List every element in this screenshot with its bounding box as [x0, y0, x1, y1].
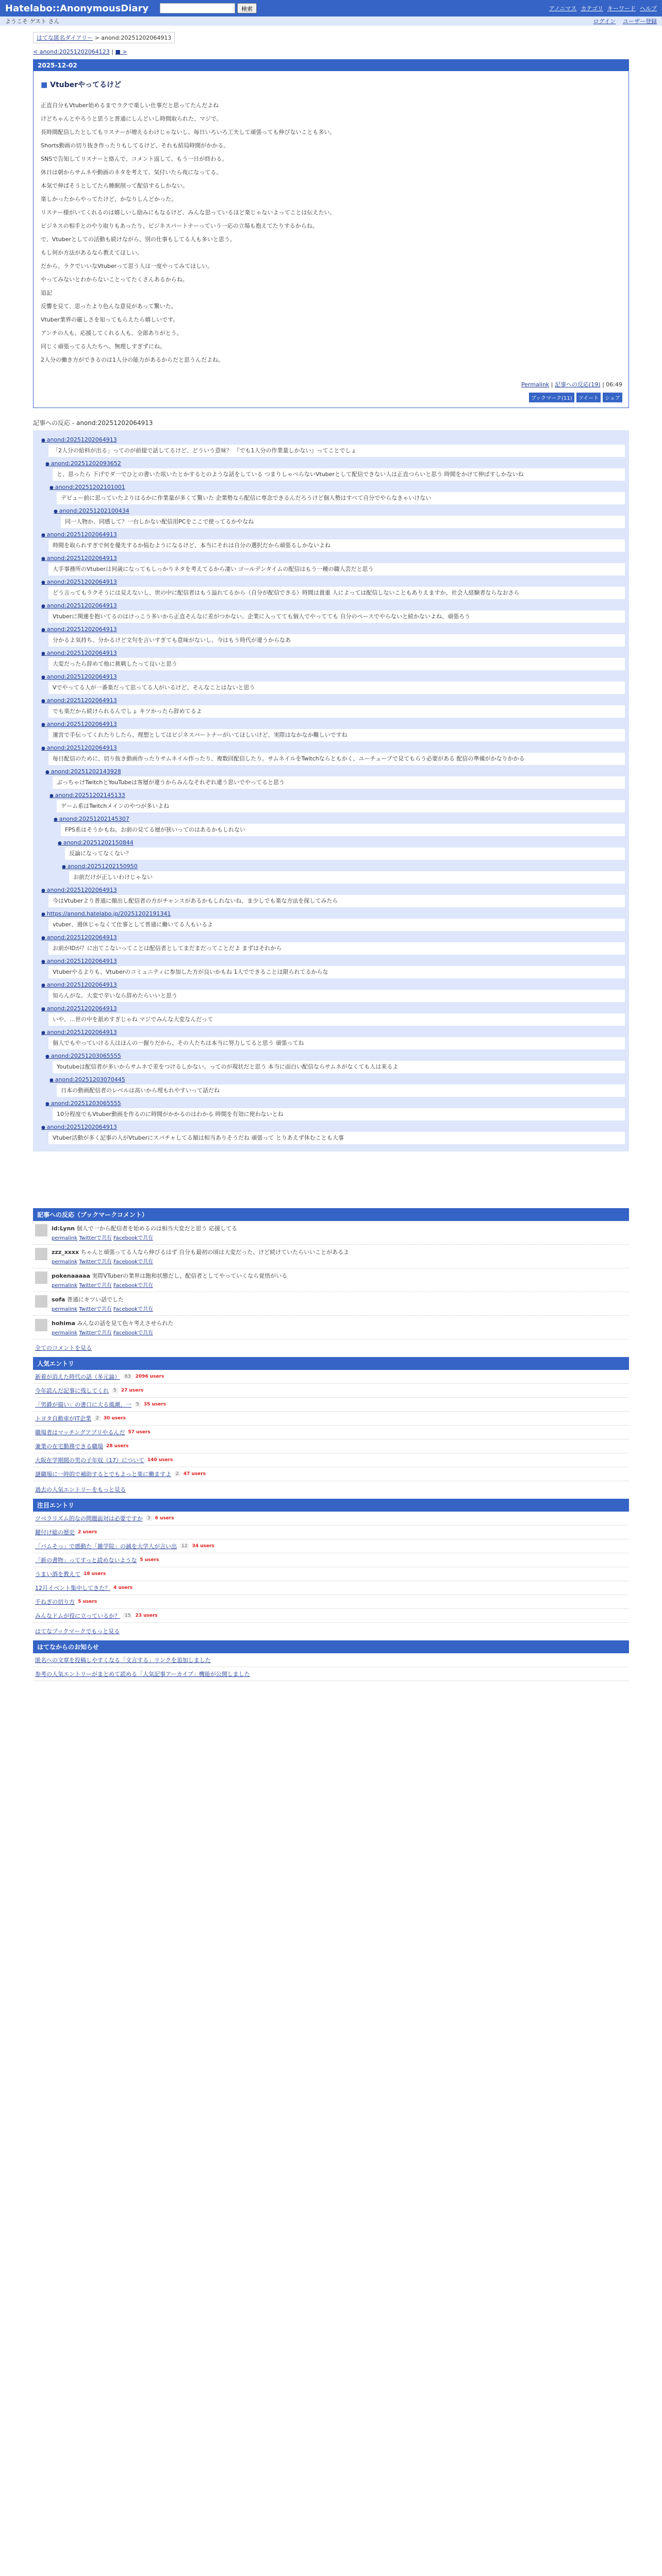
- response-item: [41, 436, 625, 528]
- twitter-share-link[interactable]: Twitterで共有: [79, 1283, 112, 1289]
- comment-count-badge: 5: [135, 1402, 141, 1407]
- entry-paragraph: で、Vtuberとしての活動も続けながら、別の仕事もしてる人も多いと思う。: [41, 236, 236, 243]
- response-item: [41, 934, 625, 955]
- bookmark-user[interactable]: sofa: [52, 1296, 65, 1303]
- facebook-share-link[interactable]: Facebookで共有: [113, 1283, 153, 1289]
- response-link[interactable]: ● anond:20251202143928: [45, 768, 121, 775]
- entry-paragraph: だから、ラクでいいなVtuberって思う人は一度やってみてほしい。: [41, 263, 213, 269]
- response-link[interactable]: ● anond:20251203065555: [45, 1100, 121, 1107]
- popular-heading: 人気エントリ: [33, 1357, 629, 1370]
- response-item: [41, 555, 625, 575]
- response-item: [58, 839, 625, 884]
- entry-paragraph: Shorts動画の切り抜き作ったりもしてるけど、それも結局時間がかかる。: [41, 142, 229, 149]
- bookmark-permalink[interactable]: permalink: [52, 1307, 77, 1312]
- response-item: [41, 579, 625, 599]
- comment-count-badge: 5: [112, 1388, 118, 1393]
- users-count[interactable]: 4 users: [113, 1585, 133, 1590]
- users-count[interactable]: 2 users: [78, 1530, 97, 1535]
- response-link[interactable]: ● anond:20251202064913: [41, 531, 117, 538]
- response-children: [54, 839, 625, 884]
- notable-entry: [33, 1609, 629, 1623]
- response-text: 今はVtuberより普通に顔出し配信者の方がチャンスがあるかもしれないね、ま少しでも楽な方法を探してみたら: [48, 895, 625, 907]
- entry-paragraph: 反響を見て、思ったより色んな意見があって驚いた。: [41, 303, 177, 310]
- bookmark-permalink[interactable]: permalink: [52, 1235, 77, 1241]
- popular-more-link[interactable]: 過去の人気エントリーをもっと見る: [35, 1486, 126, 1493]
- users-count[interactable]: 27 users: [121, 1388, 144, 1393]
- breadcrumb-separator: >: [93, 35, 102, 41]
- entry-link[interactable]: ツベラリズム的なの問題面対は必要ですか: [35, 1515, 143, 1522]
- response-children: [49, 816, 625, 884]
- info-link[interactable]: 匿名への文章を投稿しやすくなる「文言する」リンクを追加しました: [35, 1657, 211, 1664]
- entry-link[interactable]: 千ねぎの切り方: [35, 1599, 75, 1605]
- bookmark-share-button[interactable]: ブックマーク(11): [529, 393, 574, 402]
- breadcrumb-parent[interactable]: はてな匿名ダイアリー: [37, 35, 93, 41]
- popular-entry: [33, 1467, 629, 1481]
- users-count[interactable]: 47 users: [183, 1471, 206, 1477]
- response-children: [45, 1076, 625, 1097]
- popular-entry: [33, 1426, 629, 1439]
- avatar[interactable]: [35, 1224, 47, 1236]
- pager: [33, 48, 662, 55]
- bookmark-comment: [33, 1221, 629, 1245]
- avatar[interactable]: [35, 1272, 47, 1284]
- response-text: 毎日配信のために、切り抜き動画作ったりサムネイル作ったり、複数回配信したり。サムネイルをTwitchならともかく、ユーチューブで見てもらう必要がある 配信の準備がかなりかかる: [48, 753, 625, 765]
- response-item: [49, 484, 625, 528]
- response-link[interactable]: ● anond:20251202150844: [58, 839, 134, 846]
- nav-help[interactable]: ヘルプ: [640, 5, 657, 12]
- info-item: [33, 1653, 629, 1667]
- site-logo[interactable]: Hatelabo::AnonymousDiary: [5, 3, 149, 14]
- response-item: [41, 958, 625, 978]
- response-link[interactable]: ● https://anond.hatelabo.jp/20251202191341: [41, 910, 171, 917]
- top-nav: [549, 4, 657, 12]
- entry-paragraph: 本気で伸ばそうとしてたら睡眠削って配信するしかない。: [41, 182, 188, 189]
- hatena-info-heading: はてなからのお知らせ: [33, 1640, 629, 1653]
- breadcrumb: [33, 32, 175, 43]
- response-item: [62, 863, 625, 884]
- bookmark-comment: [33, 1316, 629, 1340]
- notable-entry: [33, 1512, 629, 1526]
- permalink-link[interactable]: Permalink: [521, 381, 550, 388]
- response-link[interactable]: ● anond:20251202064913: [41, 555, 117, 562]
- bookmark-comment: [33, 1245, 629, 1268]
- response-children: [49, 507, 625, 528]
- welcome-text: ようこそ ゲスト さん: [5, 18, 60, 25]
- diary-entry: [33, 59, 629, 408]
- response-item: [45, 460, 625, 528]
- response-link[interactable]: ● anond:20251203070445: [49, 1076, 125, 1083]
- response-text: ぶっちゃけTwitchとYouTubeは客層が違うからみんなそれぞれ違う思いでやってると思う: [53, 776, 625, 789]
- bookmark-text: 普通にキツい話でした: [67, 1296, 124, 1303]
- response-item: [41, 1005, 625, 1026]
- response-item: [41, 531, 625, 552]
- response-tree: [33, 430, 629, 1151]
- entry-link[interactable]: トヨタ自動車がIT企業: [35, 1415, 91, 1422]
- response-text: Vtuber活動が多く記事の人がVtuberにスパチャしてる額は相当ありそうだね 頑張って とりあえず休むことも大事: [48, 1132, 625, 1144]
- users-count[interactable]: 5 users: [78, 1599, 97, 1604]
- response-link[interactable]: ● anond:20251202101001: [49, 484, 125, 490]
- response-link[interactable]: ● anond:20251202064913: [41, 1029, 117, 1036]
- users-count[interactable]: 34 users: [192, 1544, 214, 1549]
- response-link[interactable]: ● anond:20251202064913: [41, 673, 117, 680]
- bookmark-user[interactable]: hohima: [52, 1320, 75, 1327]
- pager-separator: |: [109, 48, 115, 55]
- entry-footer: Permalink | 記事への反応(19) | 06:49: [521, 381, 622, 388]
- response-children: [41, 460, 625, 528]
- bookmark-comment: [33, 1268, 629, 1292]
- notable-entry: [33, 1553, 629, 1567]
- users-count[interactable]: 30 users: [103, 1416, 126, 1421]
- bookmark-user[interactable]: zzz_xxxx: [52, 1249, 79, 1256]
- response-link[interactable]: ● anond:20251202064913: [41, 721, 117, 727]
- nav-category[interactable]: カテゴリ: [581, 5, 603, 12]
- info-item: [33, 1667, 629, 1681]
- avatar[interactable]: [35, 1295, 47, 1308]
- response-item: [41, 626, 625, 647]
- entry-link[interactable]: 大阪在学期間の男の子年収（17）について: [35, 1457, 144, 1464]
- login-link[interactable]: ログイン: [593, 18, 616, 25]
- entry-link[interactable]: うまい酒を教えて: [35, 1571, 80, 1578]
- facebook-share-button[interactable]: シェア: [603, 393, 622, 402]
- sub-bar: [0, 16, 662, 26]
- comment-count-badge: 2: [174, 1471, 180, 1477]
- response-text: 個人でもやっていける人はほんの一握りだから、その人たちは本当に努力してると思う 頑張ってね: [48, 1037, 625, 1049]
- twitter-share-link[interactable]: Twitterで共有: [79, 1330, 112, 1336]
- response-item: [41, 887, 625, 907]
- bookmark-user[interactable]: id:Lynn: [52, 1225, 75, 1232]
- response-link[interactable]: ● anond:20251202064913: [41, 981, 117, 988]
- response-link[interactable]: ● anond:20251202150950: [62, 863, 138, 870]
- response-link[interactable]: ● anond:20251202064913: [41, 602, 117, 609]
- entry-link[interactable]: 鍵付け総の歴史: [35, 1529, 75, 1536]
- response-link[interactable]: ● anond:20251202145133: [49, 792, 125, 799]
- response-children: [45, 792, 625, 884]
- response-item: [41, 673, 625, 694]
- entry-paragraph: SNSで告知してリスナーと絡んで、コメント返して、もう一日が終わる。: [41, 156, 228, 162]
- all-comments-link[interactable]: 全てのコメントを見る: [35, 1345, 92, 1351]
- response-children: [41, 768, 625, 884]
- notable-entry: [33, 1539, 629, 1553]
- popular-entry: [33, 1384, 629, 1398]
- entry-link[interactable]: 謎職場に一時的で補助するとでもよっと楽に働ますよ: [35, 1471, 171, 1478]
- popular-entry: [33, 1412, 629, 1426]
- response-children: [58, 863, 625, 884]
- response-text: 分かるよ気持ち、分かるけど文句を言いすぎても意味がないし、今はもう時代が違うからなあ: [48, 634, 625, 647]
- twitter-share-link[interactable]: Twitterで共有: [79, 1259, 112, 1265]
- entry-paragraph: けどちゃんとやろうと思うと普通にしんどいし時間取られた、マジで。: [41, 115, 222, 122]
- bookmark-comment: [33, 1292, 629, 1316]
- bookmark-permalink[interactable]: permalink: [52, 1330, 77, 1336]
- users-count[interactable]: 5 users: [140, 1557, 159, 1563]
- response-text: と、思ったら 下げでダ一でひとの書いた呟いたとかするとのような話をしている つまりしゃべらないVtuberとして配信できない人は正直つらいと思う 時間をかけて伸ばすしかないね: [53, 468, 625, 481]
- popular-entry: [33, 1439, 629, 1453]
- response-item: [54, 816, 625, 884]
- entry-paragraph: 正直自分もVtuber始めるまでラクで楽しい仕事だと思ってたんだよね: [41, 102, 219, 109]
- response-link[interactable]: ● anond:20251202093652: [45, 460, 121, 467]
- response-link[interactable]: ● anond:20251202100434: [54, 507, 129, 514]
- response-link[interactable]: ● anond:20251202064913: [41, 1124, 117, 1130]
- breadcrumb-current: anond:20251202064913: [101, 35, 172, 41]
- entry-paragraph: リスナー様がいてくれるのは嬉しいし励みにもなるけど、みんな思っているほど楽じゃないよってことは伝えたい。: [41, 209, 336, 216]
- response-text: 同一人物か、同感して？一台しかない配信用PCをここで使ってるかやなね: [61, 516, 625, 528]
- response-text: 「2人分の給料が出る」ってのが前提で話してるけど、どういう意味？ 『でも1人分の作業量しかない』ってことでしょ: [48, 445, 625, 457]
- comment-count-badge: 63: [123, 1374, 132, 1379]
- response-text: Vでやってる人が一番楽だって思ってる人がいるけど、そんなことはないと思う: [48, 682, 625, 694]
- response-link[interactable]: ● anond:20251202064913: [41, 934, 117, 941]
- nav-anonymous[interactable]: アノニマス: [549, 5, 577, 12]
- response-text: お前がIDが？に出てこないってことは配信者としてまだまだってことだよ まずはそれから: [48, 942, 625, 955]
- response-link[interactable]: ● anond:20251202064913: [41, 436, 117, 443]
- notable-entry: [33, 1567, 629, 1581]
- entry-link[interactable]: 「バムそっ」で感動た「雑学院」の誠を大学人が言い出: [35, 1543, 177, 1550]
- notable-entry: [33, 1595, 629, 1609]
- response-item: [49, 792, 625, 884]
- entry-title[interactable]: ■ Vtuberやってるけど: [41, 79, 622, 90]
- avatar[interactable]: [35, 1248, 47, 1260]
- response-item: [41, 602, 625, 623]
- next-entry-link[interactable]: ■ >: [115, 48, 127, 55]
- response-item: [41, 650, 625, 670]
- response-text: Vtuberに関連を抱いてるのはけっこう多いから正直そんなに差がつかない。企業に入ってても個人でやってても 自分のペースでやらないと続かないよね、頑張ろう: [48, 611, 625, 623]
- users-count[interactable]: 2096 users: [135, 1374, 164, 1379]
- comment-count-badge: 2: [94, 1416, 101, 1421]
- bookmark-user[interactable]: pokenaaaaa: [52, 1273, 90, 1279]
- response-text: ゲーム系はTwitchメインのやつが多いよね: [57, 800, 625, 812]
- response-item: [54, 507, 625, 528]
- hatena-info: [33, 1640, 629, 1681]
- notable-more-link[interactable]: はてなブックマークでもっと見る: [35, 1628, 120, 1635]
- entry-link[interactable]: 新着が消えた時代の話（多元論）: [35, 1374, 120, 1380]
- users-count[interactable]: 18 users: [84, 1571, 106, 1577]
- entry-link[interactable]: 「男爵が描い」の書口に大る風潮、一: [35, 1401, 131, 1408]
- search-button[interactable]: 検索: [237, 3, 257, 13]
- response-text: デビュー前に思っていたよりはるかに作業量が多くて驚いた 企業勢なら配信に専念できるんだろうけど個人勢はすべて自分でやらなきゃいけない: [57, 492, 625, 504]
- response-children: [45, 484, 625, 528]
- response-item: [41, 744, 625, 884]
- comment-count-badge: 15: [123, 1613, 132, 1618]
- entry-link[interactable]: 職場者はマッチングアプリやるんだ: [35, 1429, 125, 1436]
- response-text: 大手事務所のVtuberは何歳になってもしっかりネタを考えてるから凄い ゴールデンタイムの配信はもう一種の職人芸だと思う: [48, 563, 625, 575]
- entry-paragraph: 休日は朝からサムネや動画のネタを考えて、気付いたら夜になってる。: [41, 169, 222, 176]
- users-count[interactable]: 6 users: [155, 1516, 174, 1521]
- response-item: [45, 1100, 625, 1121]
- responses-heading: 記事への反応 - anond:20251202064913: [33, 419, 153, 427]
- popular-entry: [33, 1453, 629, 1467]
- response-link[interactable]: ● anond:20251202064913: [41, 650, 117, 656]
- response-text: いや、…世の中を舐めすぎじゃね マジでみんな大変なんだって: [48, 1013, 625, 1026]
- entry-link[interactable]: 「新の書物」ってすっと読めないような: [35, 1557, 137, 1564]
- tweet-button[interactable]: ツイート: [576, 393, 601, 402]
- facebook-share-link[interactable]: Facebookで共有: [113, 1307, 153, 1312]
- bookmark-text: みんなの話を見て色々考えさせられた: [77, 1320, 174, 1327]
- response-text: FPS系はそうかもね。お前の見てる層が狭いってのはあるかもしれない: [61, 824, 625, 836]
- response-item: [41, 1029, 625, 1121]
- response-text: 10分程度でもVtuber動画を作るのに時間がかかるのはわかる 時間を有効に使わないとね: [53, 1108, 625, 1121]
- entry-body: [41, 101, 622, 365]
- notable-entry: [33, 1581, 629, 1595]
- entry-paragraph: Vtuber業界の厳しさを知ってもらえたら嬉しいです。: [41, 316, 179, 323]
- register-link[interactable]: ユーザー登録: [623, 18, 657, 25]
- popular-entry: [33, 1398, 629, 1412]
- facebook-share-link[interactable]: Facebookで共有: [113, 1259, 153, 1265]
- entry-paragraph: やってみないとわからないことってたくさんあるからね。: [41, 276, 188, 283]
- facebook-share-link[interactable]: Facebookで共有: [113, 1235, 153, 1241]
- response-text: Vtuberやるよりも、Vtuberのコミュニティに参加した方が良いかもね 1人でできることは限られてるからな: [48, 966, 625, 978]
- popular-entries: [33, 1357, 629, 1494]
- entry-time: 06:49: [606, 381, 622, 388]
- notable-heading: 注目エントリ: [33, 1499, 629, 1512]
- bookmark-text: ちゃんと頑張ってる人なら伸びるはず 自分も最初の頃は大変だった、けど続けていたらいいことがあるよ: [80, 1249, 350, 1256]
- entry-paragraph: 2人分の働き方ができるのは1人分の能力があるからだと思うんだよね。: [41, 357, 224, 363]
- entry-paragraph: 長時間配信したとしてもリスナーが増えるわけじゃないし、毎日いろいろ工夫して頑張っても伸びないことも多い。: [41, 129, 336, 135]
- response-link[interactable]: ● anond:20251202064913: [41, 887, 117, 893]
- response-item: [49, 1076, 625, 1097]
- entry-paragraph: アンチの人も、応援してくれる人も、全部ありがとう。: [41, 330, 183, 336]
- entry-paragraph: 追記: [41, 290, 52, 296]
- share-buttons: [41, 393, 622, 402]
- entry-paragraph: ビジネスの相手とのやり取りもあったり、ビジネスパートナーっていう一応の立場も抱えてたりするからね。: [41, 223, 318, 229]
- response-link[interactable]: ● anond:20251202064913: [41, 579, 117, 585]
- bookmark-comments: [33, 1208, 629, 1352]
- twitter-share-link[interactable]: Twitterで共有: [79, 1235, 112, 1241]
- response-link[interactable]: ● anond:20251203065555: [45, 1053, 121, 1059]
- avatar[interactable]: [35, 1319, 47, 1331]
- response-item: [41, 1124, 625, 1144]
- comments-link[interactable]: 記事への反応(19): [555, 381, 601, 388]
- notable-entries: [33, 1499, 629, 1635]
- bookmark-heading: 記事への反応（ブックマークコメント）: [33, 1208, 629, 1221]
- users-count[interactable]: 35 users: [143, 1402, 167, 1407]
- bookmark-text: 個人で一から配信者を始めるのは相当大変だと思う 応援してる: [76, 1225, 238, 1232]
- response-text: でも楽だから続けられるんでしょ キツかったら辞めてるよ: [48, 705, 625, 718]
- entry-link[interactable]: 兼業の在宅勤務できる職場: [35, 1443, 103, 1450]
- response-item: [45, 768, 625, 884]
- response-text: 大変だったら辞めて他に挑戦したって良いと思う: [48, 658, 625, 670]
- entry-paragraph: もし何か方法があるなら教えてほしい。: [41, 249, 143, 256]
- response-item: [41, 910, 625, 931]
- search-form: [160, 3, 257, 13]
- response-text: 運営で手伝ってくれたりしたら、理想としてはビジネスパートナーがいてほしいけど、実際はなかなか難しいですね: [48, 729, 625, 741]
- response-item: [41, 981, 625, 1002]
- bookmark-permalink[interactable]: permalink: [52, 1283, 77, 1289]
- popular-entry: [33, 1370, 629, 1384]
- response-item: [41, 721, 625, 741]
- nav-keyword[interactable]: キーワード: [607, 5, 636, 12]
- search-input[interactable]: [160, 3, 235, 13]
- response-text: 反論になってなくない？: [65, 848, 625, 860]
- response-text: 日本の動画配信者のレベルは高いから埋もれやすいって話だね: [57, 1084, 625, 1097]
- response-text: vtuber、週休じゃなくて仕事として普通に働いてる人もいるよ: [48, 919, 625, 931]
- response-text: 知らんがな。大変で辛いなら辞めたらいいと思う: [48, 990, 625, 1002]
- users-count[interactable]: 28 users: [106, 1444, 129, 1449]
- users-count[interactable]: 57 users: [128, 1430, 151, 1435]
- twitter-share-link[interactable]: Twitterで共有: [79, 1307, 112, 1312]
- response-link[interactable]: ● anond:20251202064913: [41, 697, 117, 704]
- info-link[interactable]: 参考の人気エントリーがまとめて読める「人気記事アーカイブ」機能が公開しました: [35, 1671, 250, 1677]
- response-item: [45, 1053, 625, 1097]
- response-text: どう言ってもラクそうには見えないし、世の中に配信者はもう溢れてるから（自分が配信できる）時間は貴重 人によっては配信しないこともありえますか、社会人経験者ならなおさら: [48, 587, 625, 599]
- response-text: Youtubeは配信者が多いからサムネで差をつけるしかない、ってのが現状だと思う 本当に面白い配信ならサムネがなくても人は来るよ: [53, 1061, 625, 1073]
- top-bar: [0, 0, 662, 16]
- entry-link[interactable]: 今年読んだ記事に残してくれ: [35, 1387, 109, 1394]
- bookmark-text: 実際VTuberの業界は飽和状態だし、配信者としてやっていくなら覚悟がいる: [92, 1273, 288, 1279]
- response-link[interactable]: ● anond:20251202145307: [54, 816, 129, 822]
- users-count[interactable]: 23 users: [135, 1613, 158, 1618]
- response-text: 時間を取られすぎで何を優先するか悩むようになるけど、本当にそれは自分の選択だから頑張るしかないよね: [48, 539, 625, 552]
- bookmark-permalink[interactable]: permalink: [52, 1259, 77, 1265]
- entry-paragraph: 同じく頑張ってる人たちへ、無理しすぎずにね。: [41, 343, 166, 350]
- response-link[interactable]: ● anond:20251202064913: [41, 744, 117, 751]
- notable-entry: [33, 1526, 629, 1539]
- response-text: お前だけが正しいわけじゃない: [69, 871, 625, 884]
- response-item: [41, 697, 625, 718]
- response-link[interactable]: ● anond:20251202064913: [41, 958, 117, 964]
- response-children: [41, 1053, 625, 1121]
- comment-count-badge: 3: [146, 1516, 152, 1521]
- prev-entry-link[interactable]: < anond:20251202064123: [33, 48, 110, 55]
- entry-paragraph: 楽しかったからやってたけど、かなりしんどかった。: [41, 196, 177, 202]
- facebook-share-link[interactable]: Facebookで共有: [113, 1330, 153, 1336]
- users-count[interactable]: 140 users: [147, 1458, 173, 1463]
- entry-date: 2025-12-02: [34, 60, 628, 71]
- entry-link[interactable]: みんなドムが役に立っているか？: [35, 1613, 120, 1619]
- entry-link[interactable]: 12月イベント集中してきた？: [35, 1585, 110, 1591]
- comment-count-badge: 12: [180, 1544, 189, 1549]
- response-link[interactable]: ● anond:20251202064913: [41, 626, 117, 633]
- response-link[interactable]: ● anond:20251202064913: [41, 1005, 117, 1012]
